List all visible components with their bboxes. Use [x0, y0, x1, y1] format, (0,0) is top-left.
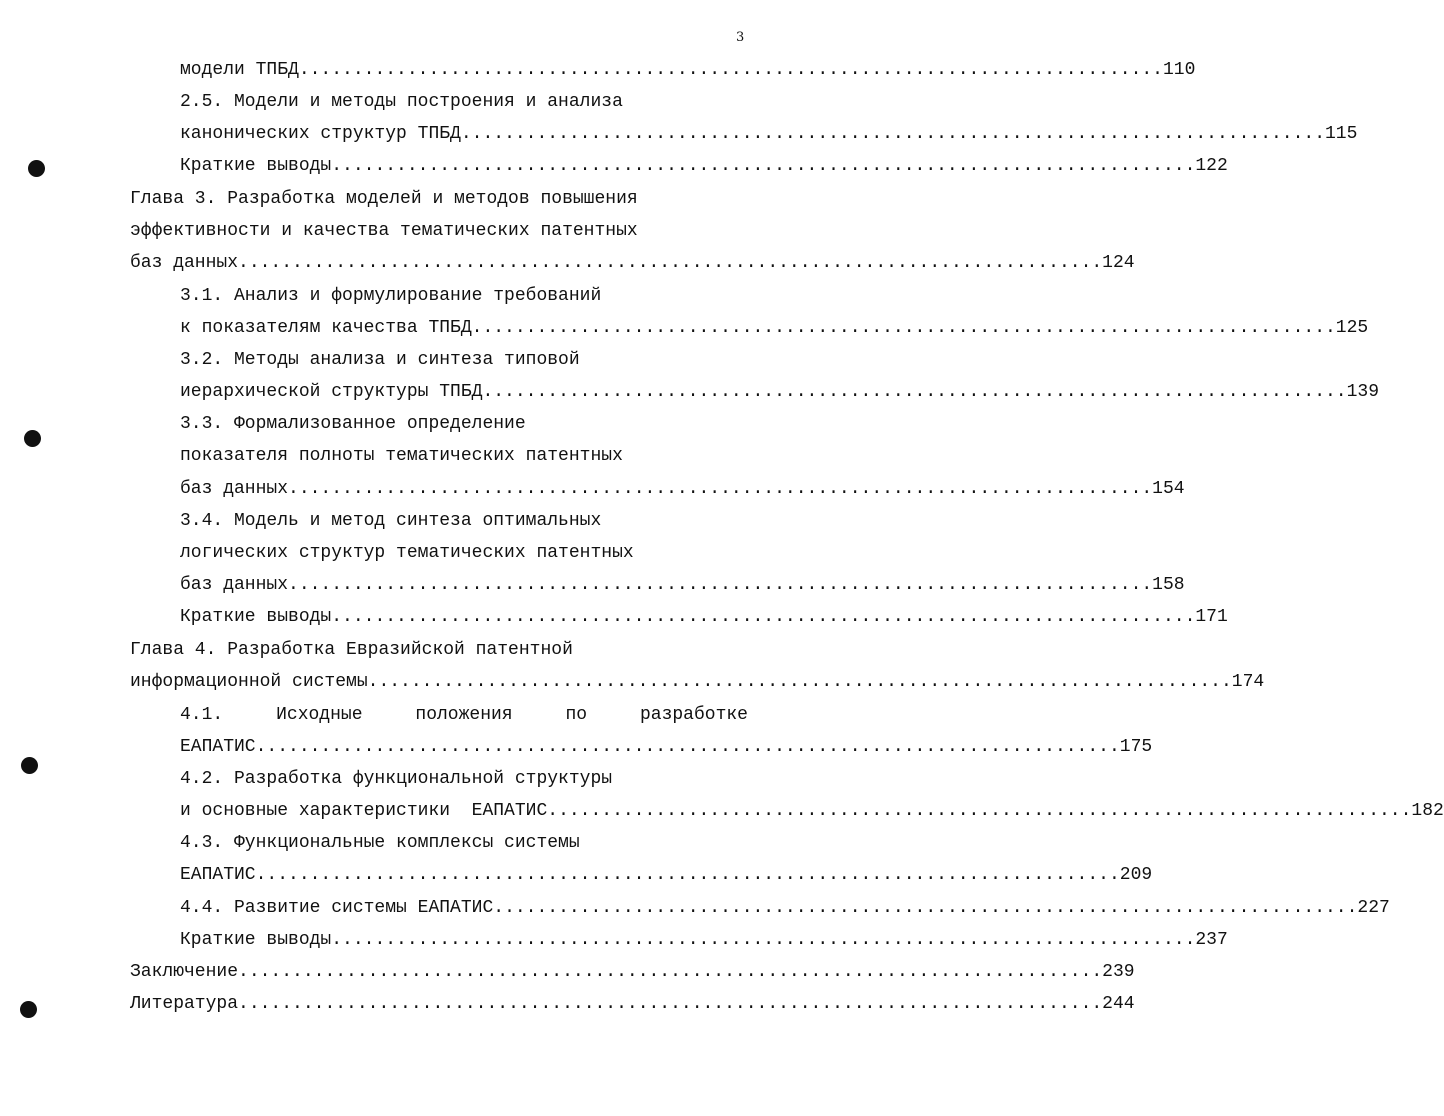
toc-entry-title: информационной системы	[130, 672, 368, 692]
toc-page-number: 158	[1152, 575, 1185, 595]
punch-hole	[21, 757, 38, 774]
toc-page-number: 124	[1102, 253, 1135, 273]
dot-leader: ................................................................................	[471, 318, 1336, 338]
toc-entry-title: к показателям качества ТПБД	[180, 318, 472, 338]
toc-entry-title: Краткие выводы	[180, 607, 332, 627]
toc-entry-title: логических структур тематических патентных	[180, 543, 634, 563]
toc-page-number: 182	[1411, 801, 1444, 821]
dot-leader: ................................................................................	[255, 865, 1120, 885]
toc-line	[180, 121, 1358, 147]
toc-word: разработке	[639, 705, 748, 725]
toc-line	[130, 669, 1265, 695]
toc-page-number: 110	[1162, 60, 1196, 80]
dot-leader: ................................................................................	[288, 479, 1153, 499]
toc-entry-title: канонических структур ТПБД	[180, 124, 461, 144]
toc-page-number: 139	[1346, 382, 1379, 402]
toc-page-number: 244	[1102, 994, 1135, 1014]
page-number: 3	[736, 30, 745, 45]
toc-entry-title: Краткие выводы	[180, 930, 332, 950]
toc-word: 4.1.	[180, 705, 224, 725]
toc-line	[180, 927, 1228, 953]
toc-entry-title: Глава 3. Разработка моделей и методов повышения	[130, 189, 638, 209]
punch-hole	[24, 430, 41, 447]
toc-page-number: 209	[1119, 865, 1153, 885]
dot-leader: ................................................................................	[238, 253, 1103, 273]
toc-line	[180, 798, 1444, 824]
toc-entry-title: Литература	[130, 994, 239, 1014]
toc-entry-title: Глава 4. Разработка Евразийской патентной	[130, 640, 573, 660]
toc-entry-title: 4.4. Развитие системы ЕАПАТИС	[180, 898, 494, 918]
toc-line	[180, 572, 1185, 598]
toc-line	[180, 379, 1379, 405]
toc-entry-title: иерархической структуры ТПБД	[180, 382, 483, 402]
dot-leader: ................................................................................	[238, 994, 1103, 1014]
toc-entry-title: баз данных	[180, 575, 289, 595]
toc-page-number: 115	[1325, 124, 1358, 144]
toc-entry-title: баз данных	[180, 479, 289, 499]
dot-leader: ................................................................................	[482, 382, 1347, 402]
dot-leader: ................................................................................	[255, 737, 1120, 757]
toc-line	[180, 862, 1153, 888]
toc-entry-title: и основные характеристики ЕАПАТИС	[180, 801, 548, 821]
toc-word: по	[565, 705, 588, 725]
toc-entry-title: Заключение	[130, 962, 239, 982]
toc-line	[130, 250, 1135, 276]
toc-line	[180, 153, 1228, 179]
toc-line	[180, 734, 1153, 760]
toc-page-number: 227	[1357, 898, 1390, 918]
toc-line	[130, 991, 1135, 1017]
toc-entry-title: ЕАПАТИС	[180, 865, 256, 885]
toc-entry-title: 3.2. Методы анализа и синтеза типовой	[180, 350, 580, 370]
toc-page-number: 175	[1119, 737, 1153, 757]
dot-leader: ................................................................................	[331, 156, 1196, 176]
toc-entry-title: эффективности и качества тематических патентных	[130, 221, 638, 241]
toc-entry-title: показателя полноты тематических патентных	[180, 446, 623, 466]
dot-leader: ................................................................................	[460, 124, 1325, 144]
toc-entry-title: ЕАПАТИС	[180, 737, 256, 757]
dot-leader: ................................................................................	[331, 930, 1196, 950]
toc-entry-title: 4.3. Функциональные комплексы системы	[180, 833, 580, 853]
punch-hole	[20, 1001, 37, 1018]
toc-line	[180, 315, 1369, 341]
toc-word: положения	[415, 705, 513, 725]
toc-line	[180, 57, 1196, 83]
dot-leader: ................................................................................	[298, 60, 1163, 80]
dot-leader: ................................................................................	[547, 801, 1412, 821]
toc-page-number: 154	[1152, 479, 1185, 499]
toc-page-number: 125	[1335, 318, 1369, 338]
toc-entry-title: модели ТПБД	[180, 60, 299, 80]
dot-leader: ................................................................................	[367, 672, 1232, 692]
dot-leader: ................................................................................	[238, 962, 1103, 982]
toc-entry-title: 3.3. Формализованное определение	[180, 414, 526, 434]
dot-leader: ................................................................................	[331, 607, 1196, 627]
toc-entry-title: 4.2. Разработка функциональной структуры	[180, 769, 613, 789]
toc-line	[180, 604, 1228, 630]
toc-page-number: 239	[1102, 962, 1135, 982]
toc-page-number: 237	[1195, 930, 1228, 950]
toc-line	[180, 702, 748, 728]
toc-entry-title: Краткие выводы	[180, 156, 332, 176]
toc-line	[180, 895, 1390, 921]
toc-entry-title: 3.4. Модель и метод синтеза оптимальных	[180, 511, 602, 531]
toc-entry-title: 2.5. Модели и методы построения и анализа	[180, 92, 623, 112]
toc-entry-title: баз данных	[130, 253, 239, 273]
toc-word: Исходные	[276, 705, 363, 725]
toc-line	[130, 959, 1135, 985]
dot-leader: ................................................................................	[493, 898, 1358, 918]
punch-hole	[28, 160, 45, 177]
toc-line	[180, 476, 1185, 502]
toc-page-number: 171	[1195, 607, 1228, 627]
toc-page-number: 174	[1231, 672, 1265, 692]
toc-page-number: 122	[1195, 156, 1228, 176]
toc-entry-title: 3.1. Анализ и формулирование требований	[180, 286, 602, 306]
dot-leader: ................................................................................	[288, 575, 1153, 595]
